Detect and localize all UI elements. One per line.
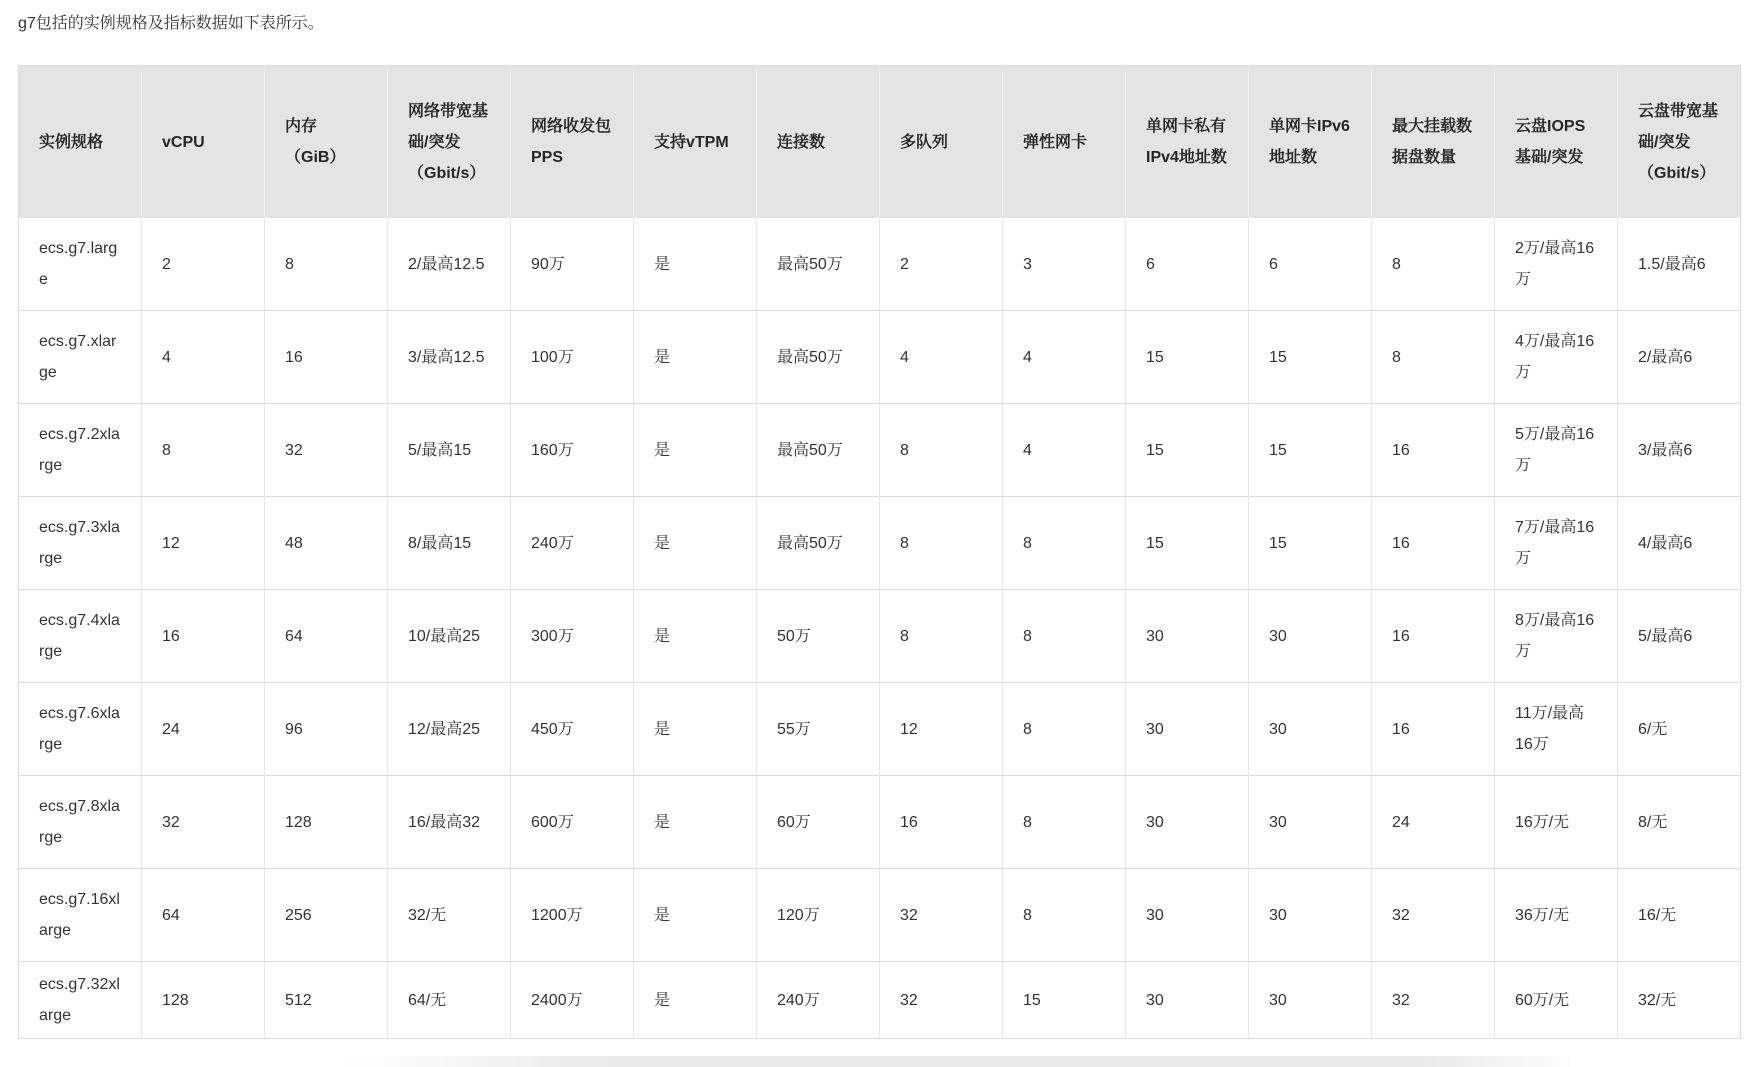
table-cell: 24 xyxy=(1372,776,1495,869)
table-cell: 2 xyxy=(880,218,1003,311)
table-cell: 32/无 xyxy=(388,869,511,962)
table-cell: 6 xyxy=(1249,218,1372,311)
table-cell: 36万/无 xyxy=(1495,869,1618,962)
table-cell: 30 xyxy=(1249,962,1372,1039)
column-header: 连接数 xyxy=(757,66,880,219)
table-cell: 30 xyxy=(1126,590,1249,683)
table-cell: 是 xyxy=(634,683,757,776)
table-cell: 32 xyxy=(265,404,388,497)
table-cell: 50万 xyxy=(757,590,880,683)
column-header: vCPU xyxy=(142,66,265,219)
table-cell: 15 xyxy=(1249,311,1372,404)
table-cell: 1.5/最高6 xyxy=(1618,218,1741,311)
instance-spec-cell: ecs.g7.large xyxy=(19,218,142,311)
table-cell: 8 xyxy=(265,218,388,311)
table-cell: 是 xyxy=(634,776,757,869)
table-cell: 32 xyxy=(142,776,265,869)
instance-spec-cell: ecs.g7.8xlarge xyxy=(19,776,142,869)
table-cell: 8/无 xyxy=(1618,776,1741,869)
table-cell: 15 xyxy=(1249,404,1372,497)
table-cell: 32/无 xyxy=(1618,962,1741,1039)
table-cell: 16万/无 xyxy=(1495,776,1618,869)
table-cell: 8 xyxy=(880,497,1003,590)
column-header: 云盘带宽基础/突发（Gbit/s） xyxy=(1618,66,1741,219)
column-header: 单网卡私有IPv4地址数 xyxy=(1126,66,1249,219)
table-cell: 8 xyxy=(880,590,1003,683)
table-cell: 8 xyxy=(1003,497,1126,590)
table-cell: 是 xyxy=(634,962,757,1039)
table-cell: 24 xyxy=(142,683,265,776)
table-cell: 128 xyxy=(265,776,388,869)
table-cell: 8 xyxy=(1003,776,1126,869)
table-cell: 100万 xyxy=(511,311,634,404)
instance-spec-cell: ecs.g7.16xlarge xyxy=(19,869,142,962)
instance-spec-cell: ecs.g7.xlarge xyxy=(19,311,142,404)
table-cell: 30 xyxy=(1126,962,1249,1039)
table-cell: 7万/最高16万 xyxy=(1495,497,1618,590)
instance-spec-cell: ecs.g7.3xlarge xyxy=(19,497,142,590)
table-cell: 12/最高25 xyxy=(388,683,511,776)
table-cell: 5/最高15 xyxy=(388,404,511,497)
instance-spec-cell: ecs.g7.6xlarge xyxy=(19,683,142,776)
header-row xyxy=(19,66,1741,219)
table-cell: 4万/最高16万 xyxy=(1495,311,1618,404)
table-cell: 1200万 xyxy=(511,869,634,962)
table-cell: 30 xyxy=(1126,869,1249,962)
table-cell: 5/最高6 xyxy=(1618,590,1741,683)
column-header: 网络带宽基础/突发（Gbit/s） xyxy=(388,66,511,219)
table-cell: 10/最高25 xyxy=(388,590,511,683)
table-cell: 12 xyxy=(880,683,1003,776)
table-cell: 8 xyxy=(1003,590,1126,683)
table-cell: 30 xyxy=(1249,869,1372,962)
table-cell: 8 xyxy=(1372,218,1495,311)
table-cell: 3/最高6 xyxy=(1618,404,1741,497)
table-cell: 120万 xyxy=(757,869,880,962)
intro-text: g7包括的实例规格及指标数据如下表所示。 xyxy=(18,15,324,32)
table-cell: 15 xyxy=(1126,311,1249,404)
table-row xyxy=(19,962,1741,1039)
table-cell: 60万/无 xyxy=(1495,962,1618,1039)
column-header: 最大挂载数据盘数量 xyxy=(1372,66,1495,219)
table-cell: 96 xyxy=(265,683,388,776)
table-cell: 64 xyxy=(142,869,265,962)
instance-spec-table xyxy=(18,65,1741,1039)
table-cell: 8 xyxy=(1003,869,1126,962)
table-cell: 240万 xyxy=(511,497,634,590)
table-cell: 3 xyxy=(1003,218,1126,311)
table-cell: 512 xyxy=(265,962,388,1039)
table-cell: 8/最高15 xyxy=(388,497,511,590)
table-cell: 4 xyxy=(1003,404,1126,497)
table-cell: 是 xyxy=(634,404,757,497)
table-cell: 160万 xyxy=(511,404,634,497)
table-row xyxy=(19,404,1741,497)
table-cell: 60万 xyxy=(757,776,880,869)
table-cell: 最高50万 xyxy=(757,404,880,497)
table-cell: 240万 xyxy=(757,962,880,1039)
table-cell: 600万 xyxy=(511,776,634,869)
table-cell: 是 xyxy=(634,497,757,590)
column-header: 弹性网卡 xyxy=(1003,66,1126,219)
instance-spec-cell: ecs.g7.4xlarge xyxy=(19,590,142,683)
table-cell: 256 xyxy=(265,869,388,962)
table-cell: 2 xyxy=(142,218,265,311)
table-cell: 2400万 xyxy=(511,962,634,1039)
table-cell: 4 xyxy=(142,311,265,404)
instance-spec-cell: ecs.g7.2xlarge xyxy=(19,404,142,497)
table-cell: 是 xyxy=(634,869,757,962)
table-cell: 15 xyxy=(1126,404,1249,497)
table-cell: 30 xyxy=(1126,776,1249,869)
column-header: 内存（GiB） xyxy=(265,66,388,219)
table-cell: 16 xyxy=(142,590,265,683)
table-cell: 30 xyxy=(1249,683,1372,776)
table-cell: 48 xyxy=(265,497,388,590)
table-cell: 30 xyxy=(1249,776,1372,869)
table-cell: 64/无 xyxy=(388,962,511,1039)
table-cell: 32 xyxy=(1372,869,1495,962)
table-cell: 3/最高12.5 xyxy=(388,311,511,404)
table-cell: 2/最高12.5 xyxy=(388,218,511,311)
table-cell: 300万 xyxy=(511,590,634,683)
column-header: 实例规格 xyxy=(19,66,142,219)
table-cell: 最高50万 xyxy=(757,497,880,590)
table-cell: 2/最高6 xyxy=(1618,311,1741,404)
table-row xyxy=(19,590,1741,683)
table-cell: 15 xyxy=(1126,497,1249,590)
instance-spec-cell: ecs.g7.32xlarge xyxy=(19,962,142,1039)
table-cell: 是 xyxy=(634,311,757,404)
table-row xyxy=(19,869,1741,962)
column-header: 支持vTPM xyxy=(634,66,757,219)
table-cell: 32 xyxy=(1372,962,1495,1039)
table-cell: 2万/最高16万 xyxy=(1495,218,1618,311)
table-cell: 15 xyxy=(1003,962,1126,1039)
table-row xyxy=(19,311,1741,404)
table-cell: 是 xyxy=(634,218,757,311)
table-cell: 最高50万 xyxy=(757,218,880,311)
table-cell: 4/最高6 xyxy=(1618,497,1741,590)
table-cell: 8 xyxy=(880,404,1003,497)
table-cell: 11万/最高16万 xyxy=(1495,683,1618,776)
table-cell: 5万/最高16万 xyxy=(1495,404,1618,497)
table-cell: 6 xyxy=(1126,218,1249,311)
table-cell: 是 xyxy=(634,590,757,683)
table-cell: 12 xyxy=(142,497,265,590)
table-body xyxy=(19,218,1741,1039)
table-cell: 16 xyxy=(1372,683,1495,776)
table-cell: 8万/最高16万 xyxy=(1495,590,1618,683)
table-cell: 16 xyxy=(880,776,1003,869)
table-cell: 最高50万 xyxy=(757,311,880,404)
table-cell: 15 xyxy=(1249,497,1372,590)
table-cell: 16 xyxy=(1372,590,1495,683)
table-cell: 30 xyxy=(1126,683,1249,776)
column-header: 多队列 xyxy=(880,66,1003,219)
table-cell: 16/无 xyxy=(1618,869,1741,962)
table-cell: 450万 xyxy=(511,683,634,776)
table-row xyxy=(19,497,1741,590)
table-row xyxy=(19,683,1741,776)
column-header: 网络收发包PPS xyxy=(511,66,634,219)
table-cell: 8 xyxy=(1003,683,1126,776)
table-cell: 55万 xyxy=(757,683,880,776)
table-cell: 16 xyxy=(265,311,388,404)
table-cell: 64 xyxy=(265,590,388,683)
table-cell: 8 xyxy=(142,404,265,497)
table-cell: 32 xyxy=(880,869,1003,962)
table-cell: 4 xyxy=(880,311,1003,404)
table-cell: 30 xyxy=(1249,590,1372,683)
table-cell: 6/无 xyxy=(1618,683,1741,776)
table-cell: 8 xyxy=(1372,311,1495,404)
table-cell: 16 xyxy=(1372,404,1495,497)
table-cell: 16 xyxy=(1372,497,1495,590)
table-cell: 32 xyxy=(880,962,1003,1039)
table-cell: 90万 xyxy=(511,218,634,311)
table-row xyxy=(19,776,1741,869)
table-bottom-scroll-shadow xyxy=(340,1056,1570,1067)
table-cell: 128 xyxy=(142,962,265,1039)
table-cell: 4 xyxy=(1003,311,1126,404)
table-row xyxy=(19,218,1741,311)
column-header: 云盘IOPS基础/突发 xyxy=(1495,66,1618,219)
table-cell: 16/最高32 xyxy=(388,776,511,869)
column-header: 单网卡IPv6地址数 xyxy=(1249,66,1372,219)
